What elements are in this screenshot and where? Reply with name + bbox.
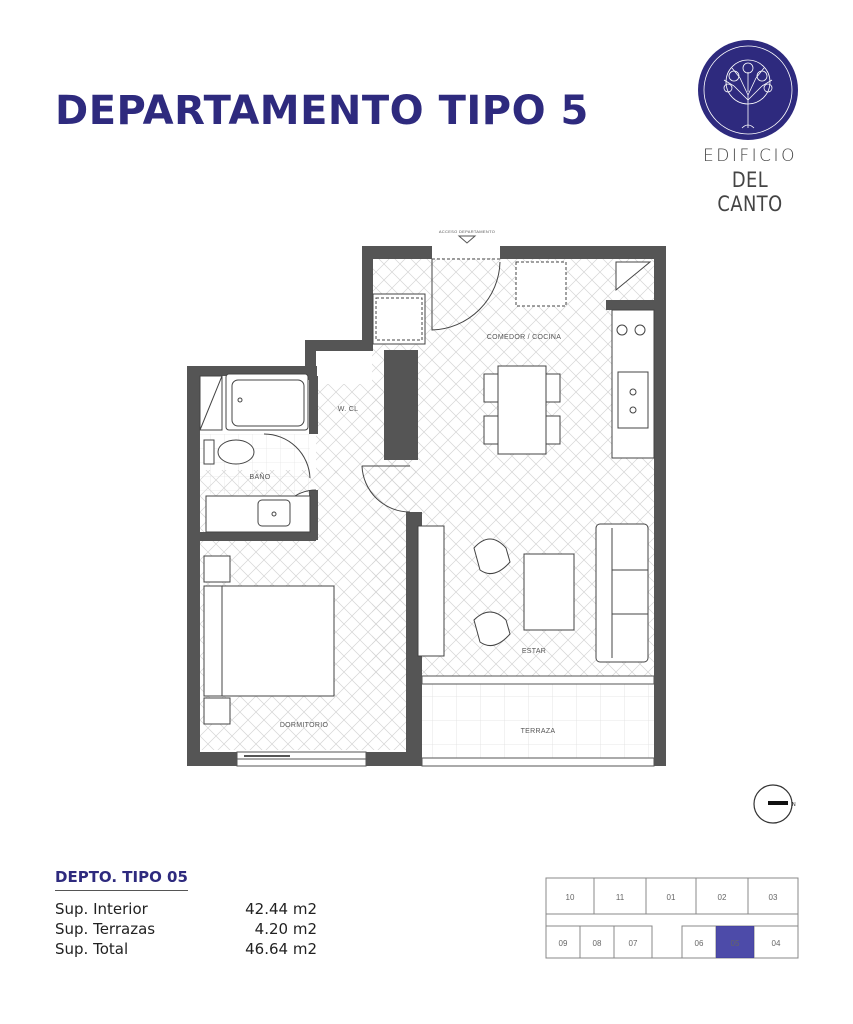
unit-label: 03 (768, 893, 778, 902)
brand-line-2: DEL CANTO (717, 168, 783, 216)
summary-row-value: 46.64 m2 (245, 940, 317, 958)
label-terraza: TERRAZA (520, 728, 556, 735)
unit-label: 02 (717, 893, 727, 902)
unit-label: 11 (615, 893, 625, 902)
summary-row-label: Sup. Terrazas (55, 920, 156, 938)
unit-label: 10 (565, 893, 575, 902)
brand-line-1: EDIFICIO (703, 146, 797, 166)
unit-label: 07 (628, 939, 638, 948)
key-plan (546, 878, 798, 958)
unit-label: 05 (730, 939, 740, 948)
north-arrow-icon (754, 785, 796, 823)
unit-label: 06 (694, 939, 704, 948)
label-dormitorio: DORMITORIO (279, 722, 329, 729)
summary-row-value: 42.44 m2 (245, 900, 317, 918)
access-label: ACCESO DEPARTAMENTO (438, 229, 496, 234)
summary-title: DEPTO. TIPO 05 (55, 868, 188, 891)
label-wcl: W. CL (337, 406, 359, 413)
summary-row-label: Sup. Interior (55, 900, 148, 918)
summary-row (55, 900, 317, 920)
summary-row-label: Sup. Total (55, 940, 129, 958)
entry-marker (439, 229, 495, 243)
label-estar: ESTAR (521, 648, 547, 655)
label-bano: BAÑO (249, 474, 271, 481)
unit-label: 08 (592, 939, 602, 948)
page-title: DEPARTAMENTO TIPO 5 (55, 88, 589, 134)
label-comedor: COMEDOR / COCINA (486, 334, 562, 341)
summary-row (55, 940, 317, 960)
unit-label: 04 (771, 939, 781, 948)
summary-row-value: 4.20 m2 (254, 920, 317, 938)
north-label: N (792, 802, 796, 808)
summary-row (55, 920, 317, 940)
unit-label: 01 (666, 893, 676, 902)
unit-label: 09 (558, 939, 568, 948)
